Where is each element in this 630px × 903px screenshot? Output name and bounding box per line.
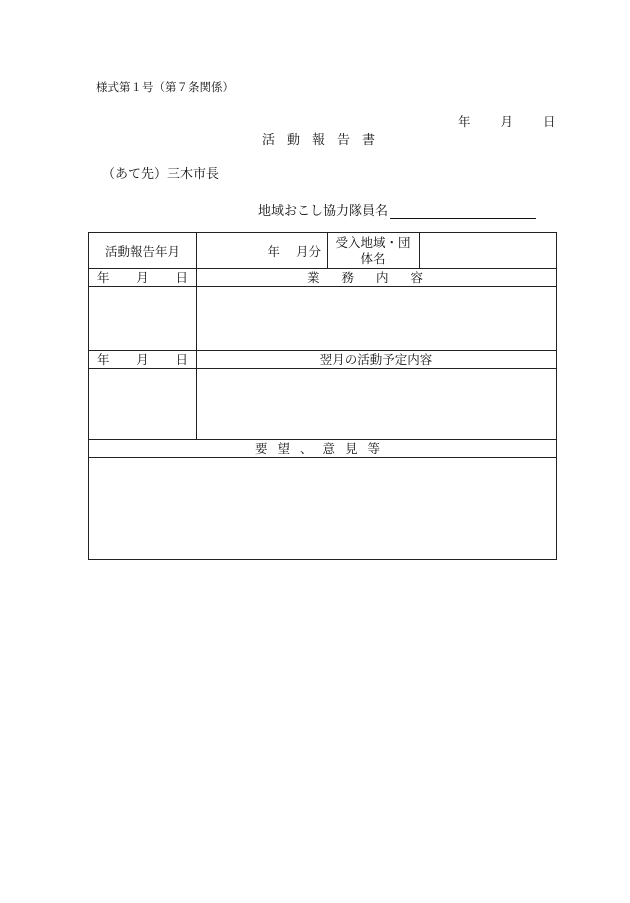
- duties-date-day: 日: [175, 270, 188, 285]
- duties-date-heading: [89, 268, 196, 286]
- duties-content-field[interactable]: [196, 286, 556, 350]
- report-date-day: 日: [543, 114, 556, 129]
- report-date: [458, 112, 556, 130]
- period-month-label: 月分: [295, 243, 321, 259]
- period-label: 活動報告年月: [104, 243, 180, 259]
- report-date-year: 年: [458, 114, 471, 129]
- report-date-month: 月: [500, 114, 514, 129]
- member-name-field[interactable]: [390, 206, 536, 219]
- plan-date-field[interactable]: [89, 368, 196, 439]
- host-name-field[interactable]: [419, 233, 556, 268]
- activity-report-table: [88, 232, 557, 560]
- plan-date-year: 年: [97, 352, 110, 367]
- host-label-line1: 受入地域・団: [335, 234, 411, 250]
- host-label: [327, 233, 419, 268]
- document-title: 活動報告書: [262, 133, 388, 148]
- next-month-plan-heading: 翌月の活動予定内容: [319, 352, 433, 367]
- duties-date-year: 年: [97, 270, 110, 285]
- plan-date-day: 日: [175, 352, 188, 367]
- member-name-label: 地域おこし協力隊員名: [258, 204, 389, 219]
- requests-heading: 要望、意見等: [254, 441, 390, 456]
- plan-date-heading: [89, 350, 196, 368]
- duties-heading: 業務内容: [306, 270, 445, 285]
- member-name-line: [258, 200, 536, 219]
- next-month-plan-field[interactable]: [196, 368, 556, 439]
- plan-date-month: 月: [136, 352, 149, 367]
- addressee: （あて先）三木市長: [102, 167, 220, 182]
- host-label-line2: 体名: [360, 250, 386, 266]
- period-value-field[interactable]: [196, 233, 327, 268]
- form-number: 様式第１号（第７条関係）: [96, 80, 234, 94]
- period-year-label: 年: [267, 243, 280, 259]
- requests-opinions-field[interactable]: [89, 457, 556, 559]
- duties-date-month: 月: [136, 270, 149, 285]
- duties-date-field[interactable]: [89, 286, 196, 350]
